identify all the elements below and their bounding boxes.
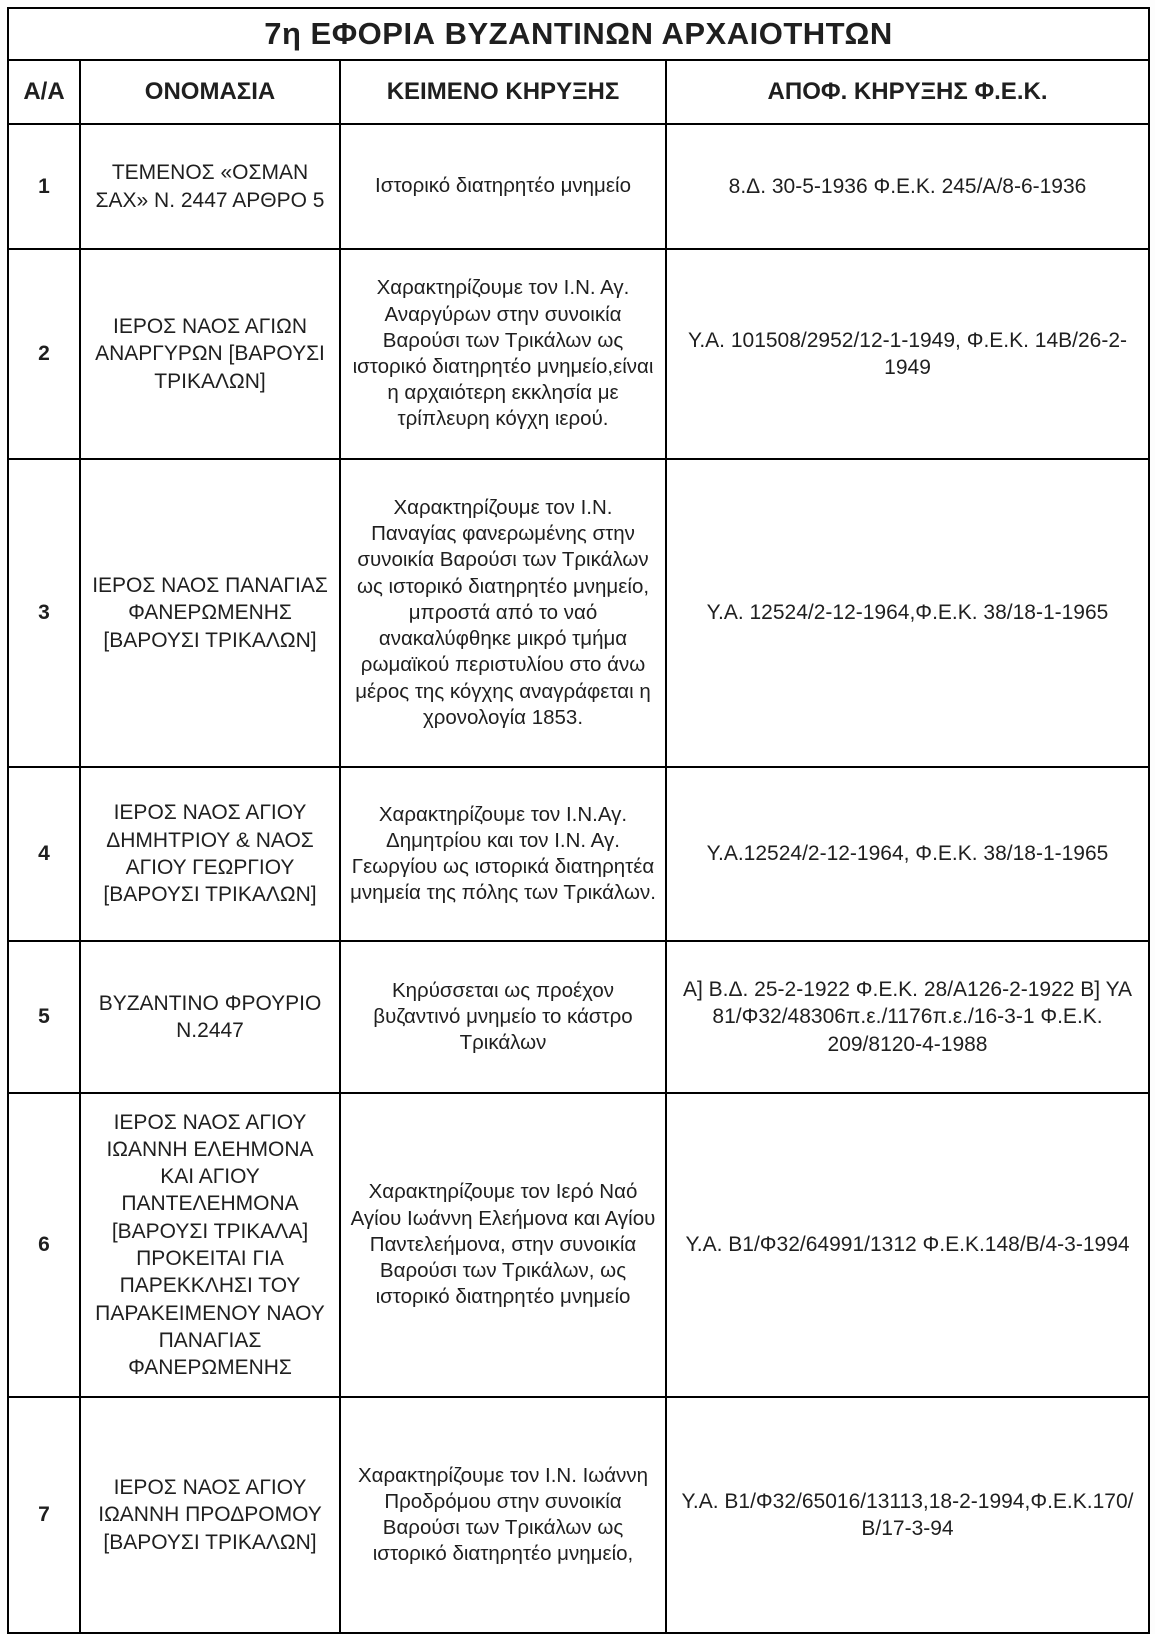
table-row bbox=[8, 249, 1149, 459]
monument-name: ΙΕΡΟΣ ΝΑΟΣ ΠΑΝΑΓΙΑΣ ΦΑΝΕΡΩΜΕΝΗΣ [ΒΑΡΟΥΣΙ ΤΡΙΚΑΛΩΝ] bbox=[80, 459, 340, 767]
col-header-name: ΟΝΟΜΑΣΙΑ bbox=[80, 60, 340, 124]
declaration-text: Χαρακτηρίζουμε τον Ι.Ν. Αγ. Αναργύρων στην συνοικία Βαρούσι των Τρικάλων ως ιστορικό διατηρητέο μνημείο,είναι η αρχαιότερη εκκλησία με τρίπλευρη κόγχη ιερού. bbox=[340, 249, 666, 459]
row-number: 4 bbox=[8, 767, 80, 941]
title-row bbox=[8, 8, 1149, 60]
monuments-table bbox=[7, 7, 1150, 1634]
row-number: 3 bbox=[8, 459, 80, 767]
decision-fek: Υ.Α.12524/2-12-1964, Φ.Ε.Κ. 38/18-1-1965 bbox=[666, 767, 1149, 941]
monument-name: ΙΕΡΟΣ ΝΑΟΣ ΑΓΙΟΥ ΙΩΑΝΝΗ ΕΛΕΗΜΟΝΑ ΚΑΙ ΑΓΙΟΥ ΠΑΝΤΕΛΕΗΜΟΝΑ [ΒΑΡΟΥΣΙ ΤΡΙΚΑΛΑ] ΠΡΟΚΕΙΤΑΙ ΓΙΑ ΠΑΡΕΚΚΛΗΣΙ ΤΟΥ ΠΑΡΑΚΕΙΜΕΝΟΥ ΝΑΟΥ ΠΑΝΑΓΙΑΣ ΦΑΝΕΡΩΜΕΝΗΣ bbox=[80, 1093, 340, 1397]
row-number: 2 bbox=[8, 249, 80, 459]
row-number: 6 bbox=[8, 1093, 80, 1397]
monument-name: ΙΕΡΟΣ ΝΑΟΣ ΑΓΙΟΥ ΙΩΑΝΝΗ ΠΡΟΔΡΟΜΟΥ [ΒΑΡΟΥΣΙ ΤΡΙΚΑΛΩΝ] bbox=[80, 1397, 340, 1633]
table-row bbox=[8, 124, 1149, 249]
declaration-text: Κηρύσσεται ως προέχον βυζαντινό μνημείο το κάστρο Τρικάλων bbox=[340, 941, 666, 1093]
col-header-aa: Α/Α bbox=[8, 60, 80, 124]
decision-fek: Α] Β.Δ. 25-2-1922 Φ.Ε.Κ. 28/Α126-2-1922 Β] ΥΑ 81/Φ32/48306π.ε./1176π.ε./16-3-1 Φ.Ε.Κ. 209/8120-4-1988 bbox=[666, 941, 1149, 1093]
row-number: 7 bbox=[8, 1397, 80, 1633]
table-row bbox=[8, 941, 1149, 1093]
decision-fek: Υ.Α. Β1/Φ32/65016/13113,18-2-1994,Φ.Ε.Κ.170/Β/17-3-94 bbox=[666, 1397, 1149, 1633]
monument-name: ΙΕΡΟΣ ΝΑΟΣ ΑΓΙΩΝ ΑΝΑΡΓΥΡΩΝ [ΒΑΡΟΥΣΙ ΤΡΙΚΑΛΩΝ] bbox=[80, 249, 340, 459]
monument-name: ΙΕΡΟΣ ΝΑΟΣ ΑΓΙΟΥ ΔΗΜΗΤΡΙΟΥ & ΝΑΟΣ ΑΓΙΟΥ ΓΕΩΡΓΙΟΥ [ΒΑΡΟΥΣΙ ΤΡΙΚΑΛΩΝ] bbox=[80, 767, 340, 941]
decision-fek: Υ.Α. 101508/2952/12-1-1949, Φ.Ε.Κ. 14Β/26-2-1949 bbox=[666, 249, 1149, 459]
monument-name: ΤΕΜΕΝΟΣ «ΟΣΜΑΝ ΣΑΧ» Ν. 2447 ΑΡΘΡΟ 5 bbox=[80, 124, 340, 249]
column-header-row bbox=[8, 60, 1149, 124]
table-row bbox=[8, 459, 1149, 767]
declaration-text: Χαρακτηρίζουμε τον Ι.Ν. Ιωάννη Προδρόμου στην συνοικία Βαρούσι των Τρικάλων ως ιστορικό διατηρητέο μνημείο, bbox=[340, 1397, 666, 1633]
table-row bbox=[8, 1093, 1149, 1397]
table-row bbox=[8, 1397, 1149, 1633]
declaration-text: Ιστορικό διατηρητέο μνημείο bbox=[340, 124, 666, 249]
row-number: 5 bbox=[8, 941, 80, 1093]
col-header-declaration-text: ΚΕΙΜΕΝΟ ΚΗΡΥΞΗΣ bbox=[340, 60, 666, 124]
page-title: 7η ΕΦΟΡΙΑ ΒΥΖΑΝΤΙΝΩΝ ΑΡΧΑΙΟΤΗΤΩΝ bbox=[8, 8, 1149, 60]
table-row bbox=[8, 767, 1149, 941]
row-number: 1 bbox=[8, 124, 80, 249]
declaration-text: Χαρακτηρίζουμε τον Ι.Ν.Αγ. Δημητρίου και τον Ι.Ν. Αγ. Γεωργίου ως ιστορικά διατηρητέα μνημεία της πόλης των Τρικάλων. bbox=[340, 767, 666, 941]
declaration-text: Χαρακτηρίζουμε τον Ιερό Ναό Αγίου Ιωάννη Ελεήμονα και Αγίου Παντελεήμονα, στην συνοικία Βαρούσι των Τρικάλων, ως ιστορικό διατηρητέο μνημείο bbox=[340, 1093, 666, 1397]
declaration-text: Χαρακτηρίζουμε τον Ι.Ν. Παναγίας φανερωμένης στην συνοικία Βαρούσι των Τρικάλων ως ιστορικό διατηρητέο μνημείο, μπροστά από το ναό ανακαλύφθηκε μικρό τμήμα ρωμαϊκού περιστυλίου στο άνω μέρος της κόγχης αναγράφεται η χρονολογία 1853. bbox=[340, 459, 666, 767]
decision-fek: 8.Δ. 30-5-1936 Φ.Ε.Κ. 245/Α/8-6-1936 bbox=[666, 124, 1149, 249]
monument-name: ΒΥΖΑΝΤΙΝΟ ΦΡΟΥΡΙΟ Ν.2447 bbox=[80, 941, 340, 1093]
decision-fek: Υ.Α. Β1/Φ32/64991/1312 Φ.Ε.Κ.148/Β/4-3-1994 bbox=[666, 1093, 1149, 1397]
decision-fek: Υ.Α. 12524/2-12-1964,Φ.Ε.Κ. 38/18-1-1965 bbox=[666, 459, 1149, 767]
col-header-decision-fek: ΑΠΟΦ. ΚΗΡΥΞΗΣ Φ.Ε.Κ. bbox=[666, 60, 1149, 124]
